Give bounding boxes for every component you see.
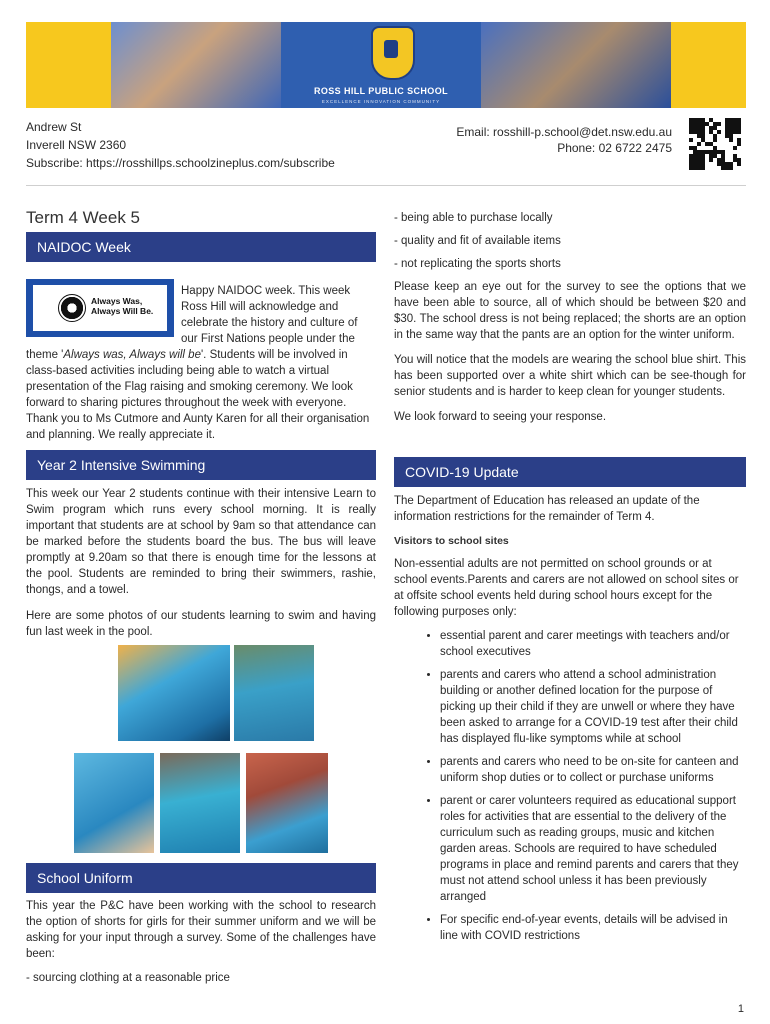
uniform-challenge-3: - quality and fit of available items bbox=[394, 235, 561, 247]
subscribe-label: Subscribe: bbox=[26, 156, 83, 170]
naidoc-theme-prefix: theme ' bbox=[26, 349, 64, 361]
banner-photo-left bbox=[111, 22, 281, 108]
naidoc-image-text bbox=[91, 296, 153, 316]
address-line-2: Inverell NSW 2360 bbox=[26, 138, 127, 152]
page-title: Term 4 Week 5 bbox=[26, 208, 141, 227]
qr-module bbox=[697, 142, 701, 146]
list-item: • For specific end-of-year events, details will be advised in line with COVID restrictions bbox=[440, 912, 746, 944]
qr-module bbox=[737, 162, 741, 166]
swimming-photo-4 bbox=[160, 753, 240, 853]
school-tagline: EXCELLENCE INNOVATION COMMUNITY bbox=[321, 99, 441, 104]
naidoc-image-text-2: Always Will Be. bbox=[91, 306, 154, 316]
uniform-challenge-4: - not replicating the sports shorts bbox=[394, 258, 561, 270]
list-item: • parent or carer volunteers required as educational support roles for activities that are essential to the delivery of the curriculum such as reading groups, music and kitchen garden areas. Schools are required to have scheduled programs in place and remind parents and carers that they must not attend school unless it has been previously arranged bbox=[440, 793, 746, 905]
naidoc-emblem-icon bbox=[58, 294, 86, 322]
qr-module bbox=[737, 130, 741, 134]
naidoc-line-1: Happy NAIDOC week. This week bbox=[181, 285, 351, 297]
swimming-photo-2 bbox=[234, 645, 314, 741]
qr-module bbox=[717, 122, 721, 126]
uniform-text-left bbox=[26, 898, 376, 986]
banner-photo-right bbox=[481, 22, 671, 108]
uniform-challenge-2: - being able to purchase locally bbox=[394, 212, 553, 224]
qr-module bbox=[713, 138, 717, 142]
section-heading-swimming: Year 2 Intensive Swimming bbox=[26, 450, 376, 480]
covid-text bbox=[394, 493, 746, 951]
uniform-text-right bbox=[394, 210, 746, 425]
swimming-photo-3 bbox=[74, 753, 154, 853]
contact-info bbox=[456, 124, 672, 156]
qr-code-icon[interactable] bbox=[689, 118, 741, 170]
phone-line bbox=[456, 140, 672, 156]
uniform-paragraph-2: Please keep an eye out for the survey to see the options that we have been able to source, all of which should be between $20 and $30. The school dress is not being replaced; the shorts are an option in the same way that the pants are an option for the winter uniform. bbox=[394, 281, 746, 341]
section-heading-uniform: School Uniform bbox=[26, 863, 376, 893]
swimming-photo-1 bbox=[118, 645, 230, 741]
naidoc-image bbox=[26, 279, 174, 337]
swimming-paragraph-1: This week our Year 2 students continue with their intensive Learn to Swim program which runs every school morning. It is really important that students are at school by 9am so that attendance can be marked before the students board the bus. The bus will leave promptly at 9.20am so that there is enough time for the lessons at the pool. Students are reminded to bring their swimmers, rashie, thongs, and a towel. bbox=[26, 488, 376, 596]
qr-module bbox=[717, 130, 721, 134]
subscribe-line bbox=[26, 154, 335, 172]
swimming-text bbox=[26, 486, 376, 640]
uniform-challenge-1: - sourcing clothing at a reasonable price bbox=[26, 972, 230, 984]
qr-module bbox=[709, 158, 713, 162]
qr-module bbox=[737, 142, 741, 146]
swimming-photo-5 bbox=[246, 753, 328, 853]
uniform-paragraph-4: We look forward to seeing your response. bbox=[394, 411, 607, 423]
header-divider bbox=[26, 185, 746, 186]
covid-paragraph-1: The Department of Education has released an update of the information restrictions for the remainder of Term 4. bbox=[394, 495, 700, 523]
naidoc-theme: Always was, Always will be bbox=[63, 349, 201, 361]
covid-paragraph-2: Non-essential adults are not permitted on school grounds or at school events.Parents and carers are not allowed on school sites or at offsite school events held during school hours except for the following purposes only: bbox=[394, 558, 739, 618]
naidoc-paragraph bbox=[26, 347, 376, 443]
uniform-paragraph-3: You will notice that the models are wearing the school blue shirt. This has been supported over a white shirt which can be see-though for senior students and is harder to keep clean for younger students. bbox=[394, 354, 746, 398]
qr-module bbox=[729, 166, 733, 170]
page-number: 1 bbox=[737, 1003, 744, 1015]
swimming-paragraph-2: Here are some photos of our students learning to swim and having fun last week in the pool. bbox=[26, 610, 376, 638]
qr-module bbox=[701, 166, 705, 170]
phone-label: Phone: bbox=[557, 141, 596, 155]
covid-purposes-list bbox=[394, 628, 746, 944]
school-banner bbox=[26, 22, 746, 108]
naidoc-image-inner bbox=[33, 285, 167, 331]
qr-module bbox=[729, 138, 733, 142]
naidoc-image-text-1: Always Was, bbox=[91, 296, 143, 306]
naidoc-line-3: celebrate the history and culture of bbox=[181, 317, 358, 329]
naidoc-theme-suffix: '. Students will be involved in class-based activities including being able to watch a virtual presentation of the Flag raising and smoking ceremony. We look forward to sharing pictures throughout the week with everyone. Thank you to Ms Cutmore and Aunty Karen for all their organisation and planning. We really appreciate it. bbox=[26, 349, 370, 441]
list-item: • parents and carers who attend a school administration building or another defined location for the purpose of picking up their child if they are unwell or where they have been asked to arrange for a COVID-19 test after their child has displayed flu-like symptoms while at school bbox=[440, 667, 746, 747]
naidoc-text-wrap bbox=[181, 283, 381, 347]
school-name: ROSS HILL PUBLIC SCHOOL bbox=[313, 86, 449, 96]
section-heading-covid: COVID-19 Update bbox=[394, 457, 746, 487]
school-crest-logo bbox=[371, 26, 415, 80]
covid-subheading: Visitors to school sites bbox=[394, 535, 509, 547]
uniform-paragraph-1: This year the P&C have been working with the school to research the option of shorts for girls for their summer uniform and we will be asking for your input through a survey. Some of the challenges have been: bbox=[26, 900, 376, 960]
naidoc-line-4: our First Nations people under the bbox=[181, 333, 355, 345]
school-address bbox=[26, 118, 335, 172]
email-link[interactable]: rosshill-p.school@det.nsw.edu.au bbox=[493, 125, 672, 139]
qr-module bbox=[733, 146, 737, 150]
section-heading-naidoc: NAIDOC Week bbox=[26, 232, 376, 262]
subscribe-link[interactable]: https://rosshillps.schoolzineplus.com/subscribe bbox=[86, 156, 335, 170]
email-line bbox=[456, 124, 672, 140]
address-line-1: Andrew St bbox=[26, 120, 82, 134]
list-item: • parents and carers who need to be on-site for canteen and uniform shop duties or to collect or purchase uniforms bbox=[440, 754, 746, 786]
phone-number[interactable]: 02 6722 2475 bbox=[598, 141, 672, 155]
list-item: • essential parent and carer meetings with teachers and/or school executives bbox=[440, 628, 746, 660]
email-label: Email: bbox=[456, 125, 490, 139]
qr-module bbox=[689, 138, 693, 142]
naidoc-line-2: Ross Hill will acknowledge and bbox=[181, 301, 339, 313]
